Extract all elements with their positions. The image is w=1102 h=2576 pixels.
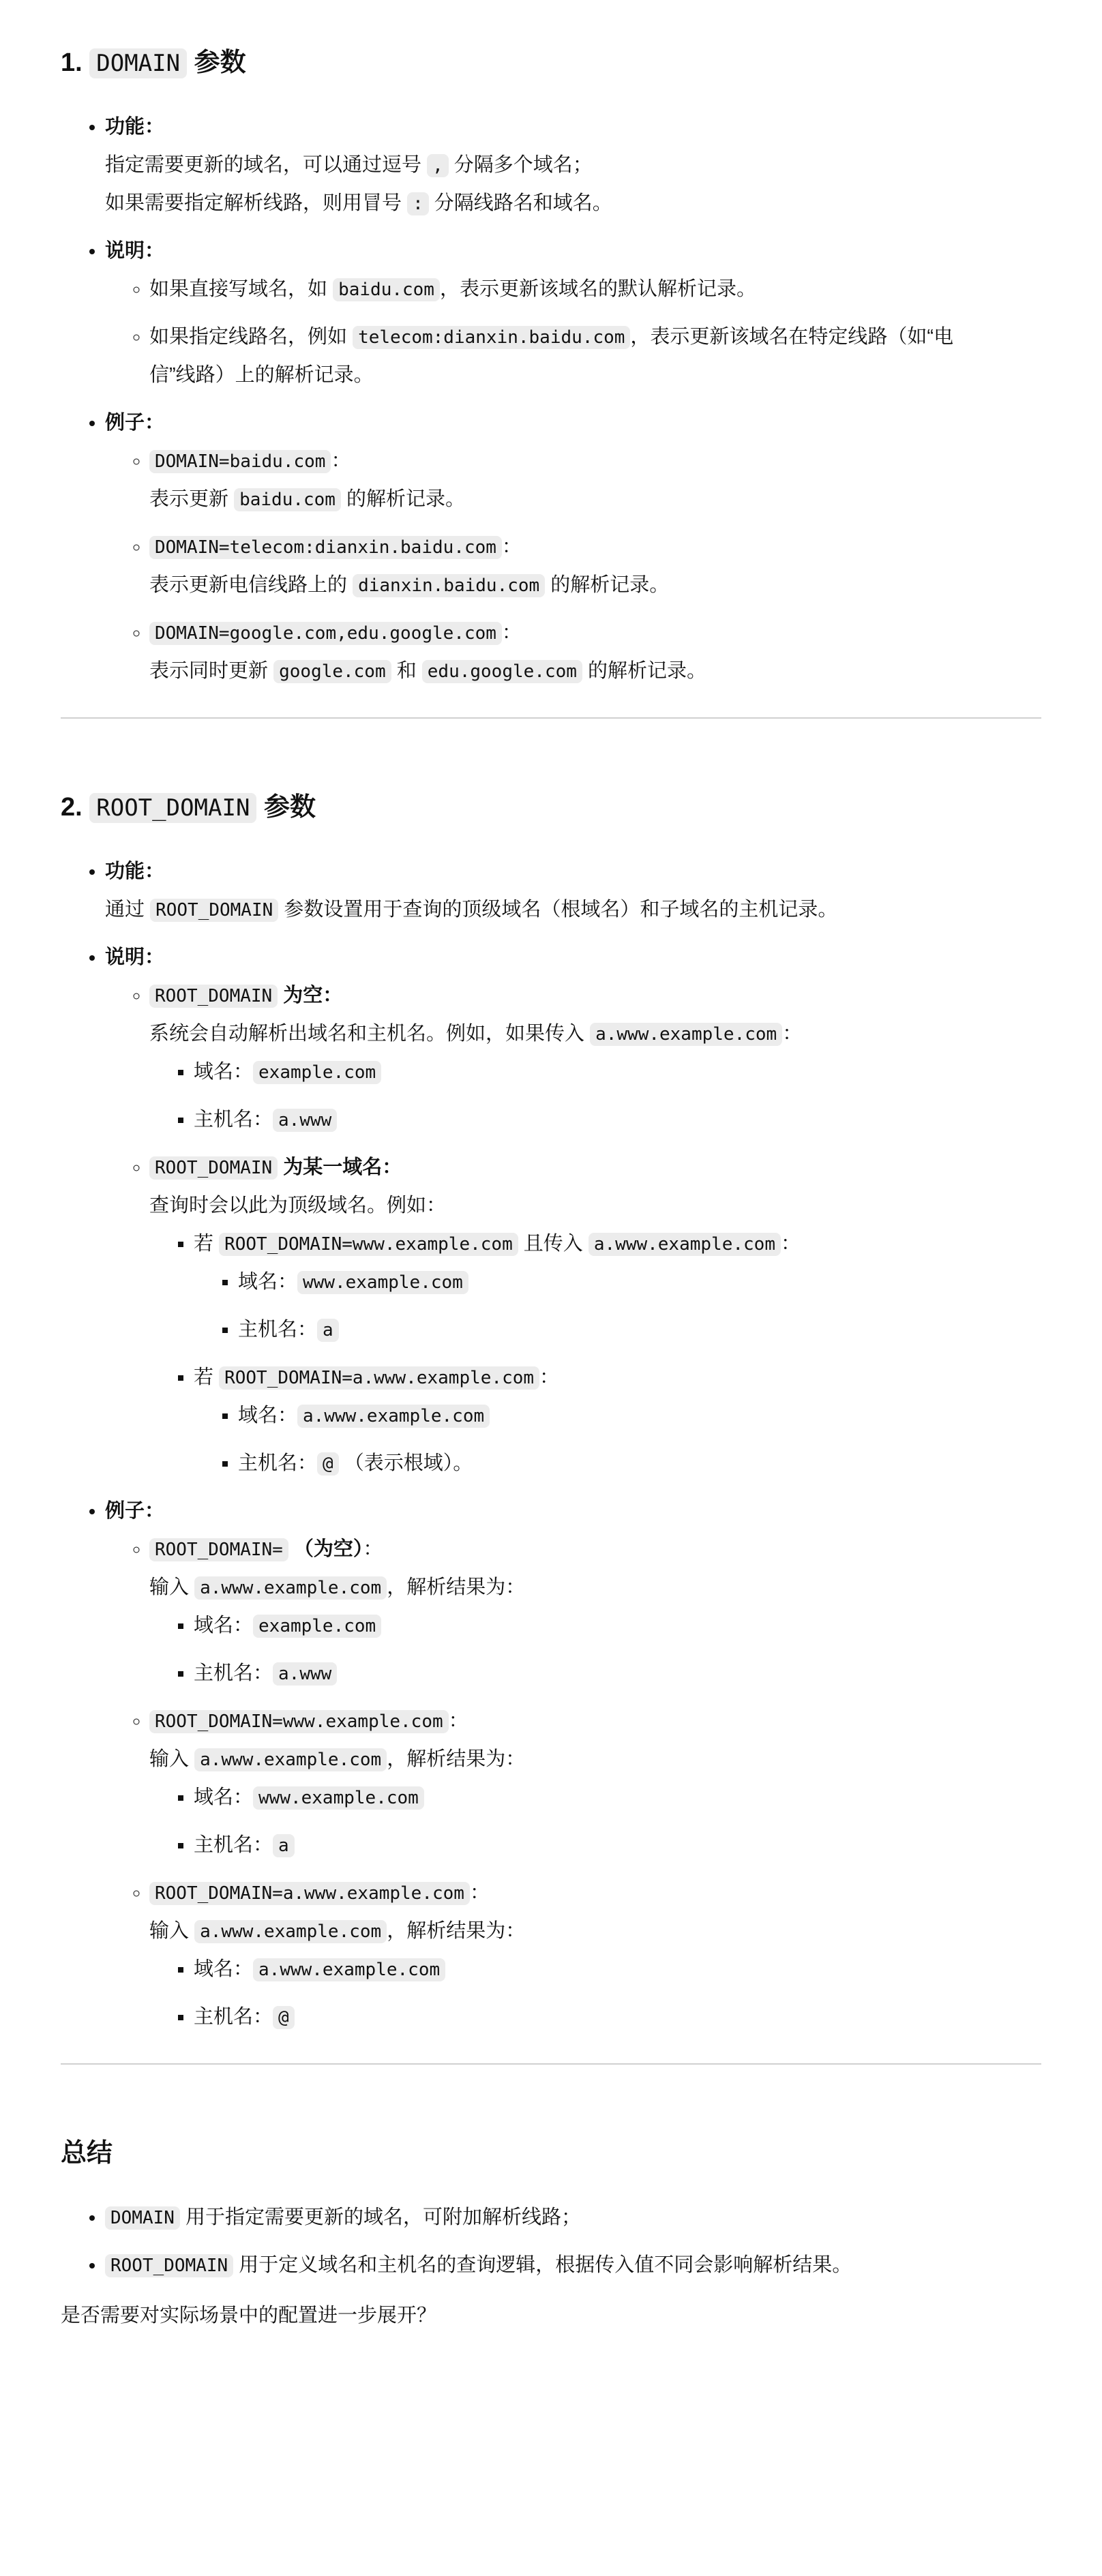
text: 如果直接写域名，如	[149, 278, 328, 300]
function-line-1	[105, 146, 1041, 184]
text-line	[149, 652, 1041, 690]
list-item	[194, 1950, 1041, 1988]
list-item	[194, 1826, 1041, 1864]
text-line	[149, 1148, 1041, 1186]
heading-suffix: 参数	[194, 48, 246, 77]
function-line-2	[105, 184, 1041, 222]
text-line	[149, 442, 1041, 480]
inline-code: ROOT_DOMAIN=www.example.com	[219, 1233, 518, 1256]
heading-suffix: 参数	[264, 793, 316, 822]
list-item-description	[105, 938, 1041, 1482]
summary-list	[61, 2198, 1041, 2284]
inline-code: a.www	[273, 1109, 337, 1132]
description-list	[105, 976, 1041, 1482]
text: 如果需要指定解析线路，则用冒号	[105, 192, 402, 214]
inline-code: DOMAIN=telecom:dianxin.baidu.com	[149, 536, 502, 559]
text: ：	[448, 1710, 468, 1732]
text: ，解析结果为：	[387, 1748, 526, 1770]
inline-code: @	[317, 1452, 339, 1476]
text: 表示更新	[149, 488, 229, 510]
inline-code: a.www.example.com	[589, 1233, 781, 1256]
inline-code: google.com	[273, 660, 391, 683]
list-item	[194, 1606, 1041, 1645]
list-item	[238, 1263, 1041, 1301]
list-item	[149, 1874, 1041, 2036]
list-item-function	[105, 108, 1041, 222]
text-line	[149, 1912, 1041, 1950]
text: 若	[194, 1233, 214, 1255]
list-item	[105, 2198, 1041, 2236]
text: 分隔线路名和域名。	[434, 192, 612, 214]
description-list	[105, 270, 1041, 394]
list-item	[149, 614, 1041, 690]
list-item-examples	[105, 1492, 1041, 2036]
text: 域名：	[194, 1061, 254, 1083]
inline-code: a.www	[273, 1662, 337, 1686]
text: 查询时会以此为顶级域名。例如：	[149, 1195, 447, 1216]
text: ：	[469, 1882, 490, 1904]
divider	[61, 2063, 1041, 2065]
list-item	[149, 976, 1041, 1139]
heading-number: 1.	[61, 48, 83, 77]
text: 输入	[149, 1920, 190, 1942]
text-line	[149, 528, 1041, 566]
text-line	[105, 890, 1041, 929]
label-description: • 说明：	[105, 946, 165, 968]
list-item	[238, 1444, 1041, 1482]
inline-code: ROOT_DOMAIN=www.example.com	[149, 1710, 449, 1733]
text: 如果指定线路名，例如	[149, 326, 348, 348]
list-item	[238, 1396, 1041, 1435]
text: 信”线路）上的解析记录。	[149, 364, 374, 386]
text: ：	[539, 1366, 560, 1388]
nested-list	[194, 1263, 1041, 1349]
text-line	[149, 1530, 1041, 1568]
list-item	[194, 1100, 1041, 1139]
label-function: • 功能：	[105, 860, 165, 882]
inline-code: a.www.example.com	[194, 1920, 387, 1943]
list-item	[194, 1225, 1041, 1349]
inline-code: telecom:dianxin.baidu.com	[353, 326, 630, 349]
root-domain-list	[61, 852, 1041, 2036]
text-line	[149, 566, 1041, 604]
inline-code: a.www.example.com	[194, 1576, 387, 1600]
section-heading-root-domain	[61, 785, 1041, 829]
text: 为空：	[283, 985, 343, 1006]
nested-list	[149, 1606, 1041, 1692]
inline-code: www.example.com	[253, 1786, 424, 1810]
inline-code: baidu.com	[234, 488, 341, 511]
list-item	[194, 1778, 1041, 1816]
text: 表示更新电信线路上的	[149, 574, 348, 596]
list-item-examples	[105, 404, 1041, 690]
text: 用于指定需要更新的域名，可附加解析线路；	[185, 2206, 581, 2228]
list-item	[149, 318, 1041, 394]
text: 主机名：	[194, 1662, 273, 1684]
divider	[61, 717, 1041, 719]
inline-code: ROOT_DOMAIN	[105, 2254, 233, 2277]
label-examples: • 例子：	[105, 412, 165, 434]
text: 表示同时更新	[149, 660, 269, 682]
text: 用于定义域名和主机名的查询逻辑，根据传入值不同会影响解析结果。	[239, 2254, 852, 2276]
text: 主机名：	[194, 1834, 273, 1856]
nested-list	[149, 1225, 1041, 1482]
list-item	[149, 1702, 1041, 1864]
text: ：	[780, 1233, 801, 1255]
inline-code: ROOT_DOMAIN=a.www.example.com	[149, 1882, 470, 1905]
text: 主机名：	[238, 1452, 318, 1474]
text-line	[194, 1358, 1041, 1396]
text-line	[149, 1568, 1041, 1606]
text: ：	[782, 1023, 803, 1045]
text-line	[149, 1740, 1041, 1778]
text: 参数设置用于查询的顶级域名（根域名）和子域名的主机记录。	[284, 899, 838, 920]
list-item-function	[105, 852, 1041, 929]
inline-code: a	[273, 1834, 295, 1857]
text: 主机名：	[194, 2006, 273, 2028]
text: 且传入	[523, 1233, 583, 1255]
text: 域名：	[194, 1958, 254, 1980]
heading-code: DOMAIN	[89, 48, 187, 78]
list-item	[105, 2246, 1041, 2284]
list-item	[149, 442, 1041, 518]
inline-code: a.www.example.com	[194, 1748, 387, 1771]
text: 指定需要更新的域名，可以通过逗号	[105, 154, 422, 176]
text: ，解析结果为：	[387, 1920, 526, 1942]
list-item	[194, 1358, 1041, 1482]
nested-list	[194, 1396, 1041, 1482]
inline-code: DOMAIN=google.com,edu.google.com	[149, 622, 502, 645]
closing-question: 是否需要对实际场景中的配置进一步展开？	[61, 2305, 437, 2326]
text: 若	[194, 1366, 214, 1388]
text: 域名：	[238, 1405, 298, 1426]
inline-code: DOMAIN	[105, 2206, 180, 2230]
text: 系统会自动解析出域名和主机名。例如，如果传入	[149, 1023, 585, 1045]
text-line	[149, 614, 1041, 652]
text: 输入	[149, 1748, 190, 1770]
text-line	[149, 976, 1041, 1015]
inline-code: dianxin.baidu.com	[353, 574, 545, 597]
list-item	[194, 1053, 1041, 1091]
text: ：	[501, 622, 522, 644]
text: 域名：	[194, 1786, 254, 1808]
inline-code: @	[273, 2006, 295, 2029]
inline-code: ROOT_DOMAIN=a.www.example.com	[219, 1366, 539, 1390]
nested-list	[149, 1778, 1041, 1864]
text: 分隔多个域名；	[453, 154, 593, 176]
examples-list	[105, 442, 1041, 690]
text: ：	[331, 450, 351, 472]
inline-code: DOMAIN=baidu.com	[149, 450, 331, 473]
text-line	[149, 1015, 1041, 1053]
text: ：	[501, 536, 522, 558]
text: 的解析记录。	[587, 660, 706, 682]
nested-list	[149, 1950, 1041, 2036]
text: 域名：	[238, 1271, 298, 1293]
inline-code: example.com	[253, 1061, 381, 1084]
list-item	[194, 1654, 1041, 1692]
text: 输入	[149, 1576, 190, 1598]
text: ，表示更新该域名的默认解析记录。	[439, 278, 756, 300]
inline-code: :	[407, 192, 429, 215]
list-item-description	[105, 232, 1041, 394]
section-heading-summary: 总结	[61, 2139, 113, 2168]
inline-code: a.www.example.com	[590, 1023, 782, 1046]
text: ，表示更新该域名在特定线路（如“电	[630, 326, 954, 348]
inline-code: www.example.com	[297, 1271, 468, 1294]
text: （表示根域）。	[344, 1452, 473, 1474]
text-line	[194, 1225, 1041, 1263]
heading-number: 2.	[61, 793, 83, 822]
inline-code: example.com	[253, 1615, 381, 1638]
text: 为某一域名：	[283, 1156, 402, 1178]
inline-code: ROOT_DOMAIN=	[149, 1538, 288, 1561]
text-line	[149, 1874, 1041, 1912]
list-item	[194, 1998, 1041, 2036]
text: 的解析记录。	[346, 488, 466, 510]
text: 主机名：	[238, 1319, 318, 1341]
inline-code: a.www.example.com	[253, 1958, 445, 1981]
inline-code: edu.google.com	[422, 660, 582, 683]
text: 域名：	[194, 1615, 254, 1636]
text: （为空）	[293, 1538, 363, 1560]
text: ：	[363, 1538, 383, 1560]
section-heading-domain	[61, 41, 1041, 85]
label-description: • 说明：	[105, 240, 165, 262]
text: 和	[396, 660, 417, 682]
label-examples: • 例子：	[105, 1500, 165, 1522]
text: 的解析记录。	[550, 574, 670, 596]
text: ，解析结果为：	[387, 1576, 526, 1598]
text-line	[149, 1702, 1041, 1740]
list-item	[238, 1311, 1041, 1349]
list-item	[149, 1530, 1041, 1692]
inline-code: ROOT_DOMAIN	[149, 1156, 278, 1180]
examples-list	[105, 1530, 1041, 2036]
inline-code: baidu.com	[333, 278, 440, 301]
text: 主机名：	[194, 1109, 273, 1130]
text-line	[149, 480, 1041, 518]
inline-code: a.www.example.com	[297, 1405, 490, 1428]
inline-code: a	[317, 1319, 339, 1342]
domain-list	[61, 108, 1041, 690]
inline-code: ROOT_DOMAIN	[149, 985, 278, 1008]
list-item	[149, 528, 1041, 604]
heading-code: ROOT_DOMAIN	[89, 793, 256, 823]
text: 通过	[105, 899, 145, 920]
label-function: • 功能：	[105, 116, 165, 138]
list-item	[149, 270, 1041, 308]
inline-code: ROOT_DOMAIN	[150, 899, 278, 922]
list-item	[149, 1148, 1041, 1482]
nested-list	[149, 1053, 1041, 1139]
inline-code: ,	[427, 154, 449, 177]
